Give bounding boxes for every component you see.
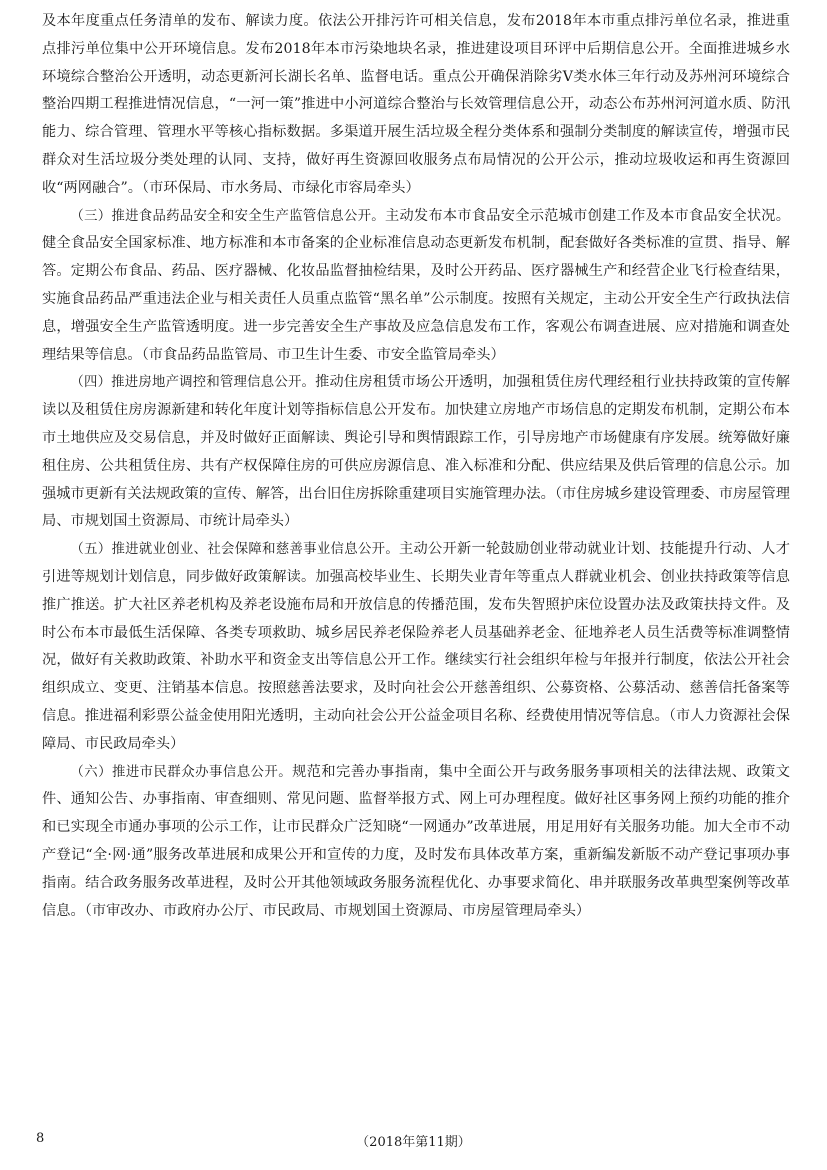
paragraph-text: 推动住房租赁市场公开透明，加强租赁住房代理经租行业扶持政策的宣传解读以及租赁住房房源新建和转化年度计划等指标信息公开发布。加快建立房地产市场信息的定期发布机制，定期公布本市土地供应及交易信息，并及时做好正面解读、舆论引导和舆情跟踪工作，引导房地产市场健康有序发展。统筹做好廉租住房、公共租赁住房、共有产权保障住房的可供应房源信息、准入标准和分配、供应结果及供后管理的信息公示。加强城市更新有关法规政策的宣传、解答，出台旧住房拆除重建项目实施管理办法。（市住房城乡建设管理委、市房屋管理局、市规划国土资源局、市统计局牵头）: [42, 374, 790, 530]
page-number: 8: [36, 1131, 45, 1146]
section-heading: （六）推进市民群众办事信息公开。: [70, 764, 293, 780]
page-footer: [0, 1131, 827, 1155]
section-heading: （四）推进房地产调控和管理信息公开。: [70, 375, 316, 391]
paragraph-employment-social-security: [42, 536, 790, 758]
issue-label: （2018年第11期）: [356, 1135, 471, 1150]
paragraph-environment-continued: [42, 8, 790, 203]
section-heading: （五）推进就业创业、社会保障和慈善事业信息公开。: [70, 542, 400, 558]
paragraph-text: 规范和完善办事指南，集中全面公开与政务服务事项相关的法律法规、政策文件、通知公告、办事指南、审查细则、常见问题、监督举报方式、网上可办理程度。做好社区事务网上预约功能的推介和已实现全市通办事项的公示工作，让市民群众广泛知晓“一网通办”改革进展，用足用好有关服务功能。加大全市不动产登记“全·网·通”服务改革进展和成果公开和宣传的力度，及时发布具体改革方案，重新编发新版不动产登记事项办事指南。结合政务服务改革进程，及时公开其他领域政务服务流程优化、办事要求简化、串并联服务改革典型案例等改革信息。（市审改办、市政府办公厅、市民政局、市规划国土资源局、市房屋管理局牵头）: [42, 763, 790, 919]
section-heading: （三）推进食品药品安全和安全生产监管信息公开。: [70, 208, 385, 224]
paragraph-food-drug-safety: [42, 203, 790, 370]
document-page: [42, 8, 790, 1128]
paragraph-citizen-services: [42, 759, 790, 926]
paragraph-text: 主动公开新一轮鼓励创业带动就业计划、技能提升行动、人才引进等规划计划信息，同步做好政策解读。加强高校毕业生、长期失业青年等重点人群就业机会、创业扶持政策等信息推广推送。扩大社区养老机构及养老设施布局和开放信息的传播范围，发布失智照护床位设置办法及政策扶持文件。及时公布本市最低生活保障、各类专项救助、城乡居民养老保险养老人员基础养老金、征地养老人员生活费等标准调整情况，做好有关救助政策、补助水平和资金支出等信息公开工作。继续实行社会组织年检与年报并行制度，依法公开社会组织成立、变更、注销基本信息。按照慈善法要求，及时向社会公开慈善组织、公募资格、公募活动、慈善信托备案等信息。推进福利彩票公益金使用阳光透明，主动向社会公开公益金项目名称、经费使用情况等信息。（市人力资源社会保障局、市民政局牵头）: [42, 541, 791, 752]
paragraph-text: 主动发布本市食品安全示范城市创建工作及本市食品安全状况。健全食品安全国家标准、地方标准和本市备案的企业标准信息动态更新发布机制，配套做好各类标准的宣贯、指导、解答。定期公布食品、药品、医疗器械、化妆品监督抽检结果，及时公开药品、医疗器械生产和经营企业飞行检查结果，实施食品药品严重违法企业与相关责任人员重点监管“黑名单”公示制度。按照有关规定，主动公开安全生产行政执法信息，增强安全生产监管透明度。进一步完善安全生产事故及应急信息发布工作，客观公布调查进展、应对措施和调查处理结果等信息。（市食品药品监管局、市卫生计生委、市安全监管局牵头）: [42, 207, 790, 363]
paragraph-text: 及本年度重点任务清单的发布、解读力度。依法公开排污许可相关信息，发布2018年本市重点排污单位名录，推进重点排污单位集中公开环境信息。发布2018年本市污染地块名录，推进建设项目环评中后期信息公开。全面推进城乡水环境综合整治公开透明，动态更新河长湖长名单、监督电话。重点公开确保消除劣Ⅴ类水体三年行动及苏州河环境综合整治四期工程推进情况信息，“一河一策”推进中小河道综合整治与长效管理信息公开，动态公布苏州河河道水质、防汛能力、综合管理、管理水平等核心指标数据。多渠道开展生活垃圾全程分类体系和强制分类制度的解读宣传，增强市民群众对生活垃圾分类处理的认同、支持，做好再生资源回收服务点布局情况的公开公示，推动垃圾收运和再生资源回收“两网融合”。（市环保局、市水务局、市绿化市容局牵头）: [42, 13, 790, 196]
paragraph-real-estate: [42, 369, 790, 536]
